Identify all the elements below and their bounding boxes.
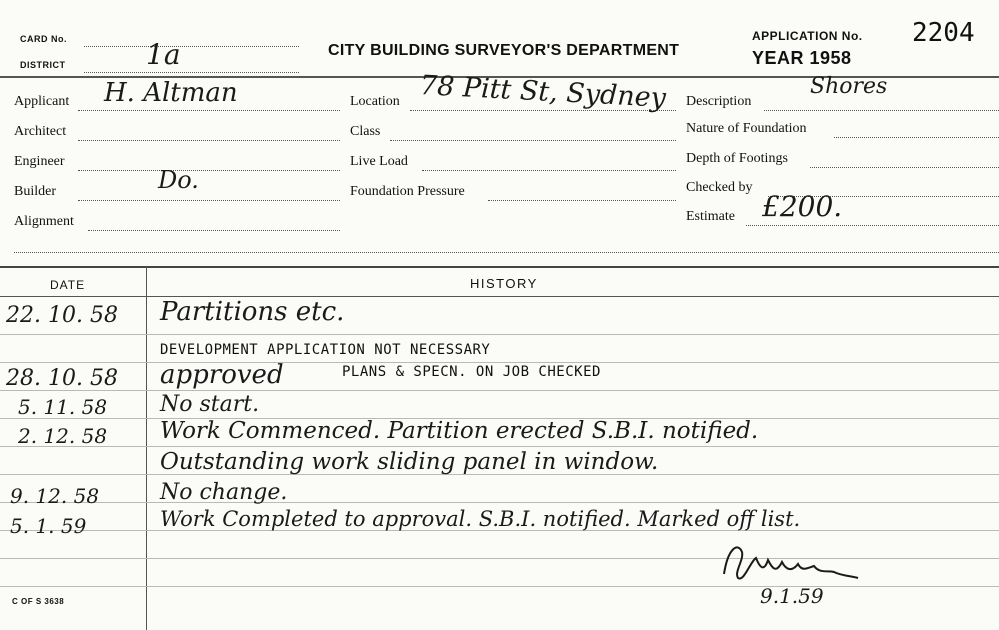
- alignment-line: [88, 230, 340, 231]
- history-date: 22. 10. 58: [6, 303, 118, 328]
- history-rule: [0, 334, 999, 335]
- history-top-border: [0, 266, 999, 268]
- nature-line: [834, 137, 999, 138]
- class-label: Class: [350, 124, 381, 139]
- checked-label: Checked by: [686, 180, 753, 195]
- history-header-divider: [0, 296, 999, 297]
- signature-date: 9.1.59: [760, 584, 824, 608]
- card-no-line: [84, 46, 299, 47]
- depth-line: [810, 167, 999, 168]
- form-code: C OF S 3638: [12, 597, 65, 606]
- history-entry: No change.: [160, 480, 288, 505]
- date-header: DATE: [50, 278, 86, 292]
- engineer-line: [78, 170, 340, 171]
- history-rule: [0, 586, 999, 587]
- alignment-label: Alignment: [14, 214, 74, 229]
- engineer-label: Engineer: [14, 154, 65, 169]
- district-line: [84, 72, 299, 73]
- applicant-line: [78, 110, 340, 111]
- history-entry: Work Completed to approval. S.B.I. notified. Marked off list.: [160, 507, 801, 531]
- live-load-label: Live Load: [350, 154, 408, 169]
- class-line: [390, 140, 676, 141]
- district-label: DISTRICT: [20, 60, 66, 70]
- history-rule: [0, 502, 999, 503]
- history-entry: approved: [160, 360, 284, 390]
- applicant-label: Applicant: [14, 94, 70, 109]
- district-value: 1a: [146, 38, 181, 71]
- department-title: CITY BUILDING SURVEYOR'S DEPARTMENT: [328, 42, 680, 59]
- year-label: YEAR 1958: [752, 48, 852, 68]
- history-entry: Work Commenced. Partition erected S.B.I. notified.: [160, 418, 759, 444]
- date-column-divider: [146, 266, 147, 630]
- description-label: Description: [686, 94, 752, 109]
- signature: [716, 538, 866, 586]
- history-stamp-development: DEVELOPMENT APPLICATION NOT NECESSARY: [160, 342, 491, 358]
- history-date: 5. 1. 59: [10, 514, 87, 538]
- extra-line: [14, 252, 999, 253]
- foundation-pressure-label: Foundation Pressure: [350, 184, 465, 199]
- estimate-label: Estimate: [686, 209, 735, 224]
- estimate-value: £200.: [762, 190, 843, 223]
- history-date: 9. 12. 58: [10, 484, 100, 508]
- history-rule: [0, 446, 999, 447]
- depth-label: Depth of Footings: [686, 151, 788, 166]
- location-value: 78 Pitt St, Sydney: [419, 70, 667, 114]
- builder-value: Do.: [158, 166, 199, 194]
- history-rule: [0, 390, 999, 391]
- application-no-label: APPLICATION No.: [752, 29, 863, 43]
- live-load-line: [422, 170, 676, 171]
- estimate-line: [746, 225, 999, 226]
- history-stamp-plans: PLANS & SPECN. ON JOB CHECKED: [342, 364, 601, 380]
- history-rule: [0, 362, 999, 363]
- history-date: 28. 10. 58: [6, 366, 118, 391]
- description-line: [764, 110, 999, 111]
- location-label: Location: [350, 94, 400, 109]
- card-no-label: CARD No.: [20, 34, 67, 44]
- history-entry: Partitions etc.: [160, 297, 345, 327]
- foundation-pressure-line: [488, 200, 676, 201]
- history-header: HISTORY: [470, 276, 538, 291]
- nature-label: Nature of Foundation: [686, 121, 807, 136]
- history-entry: Outstanding work sliding panel in window.: [160, 449, 659, 475]
- history-date: 2. 12. 58: [18, 424, 108, 448]
- history-entry: No start.: [160, 392, 260, 417]
- history-date: 5. 11. 58: [18, 395, 108, 419]
- builder-line: [78, 200, 340, 201]
- architect-line: [78, 140, 340, 141]
- applicant-value: H. Altman: [104, 78, 238, 108]
- architect-label: Architect: [14, 124, 67, 139]
- builder-label: Builder: [14, 184, 56, 199]
- description-value: Shores: [810, 74, 888, 99]
- application-no: 2204: [912, 18, 975, 48]
